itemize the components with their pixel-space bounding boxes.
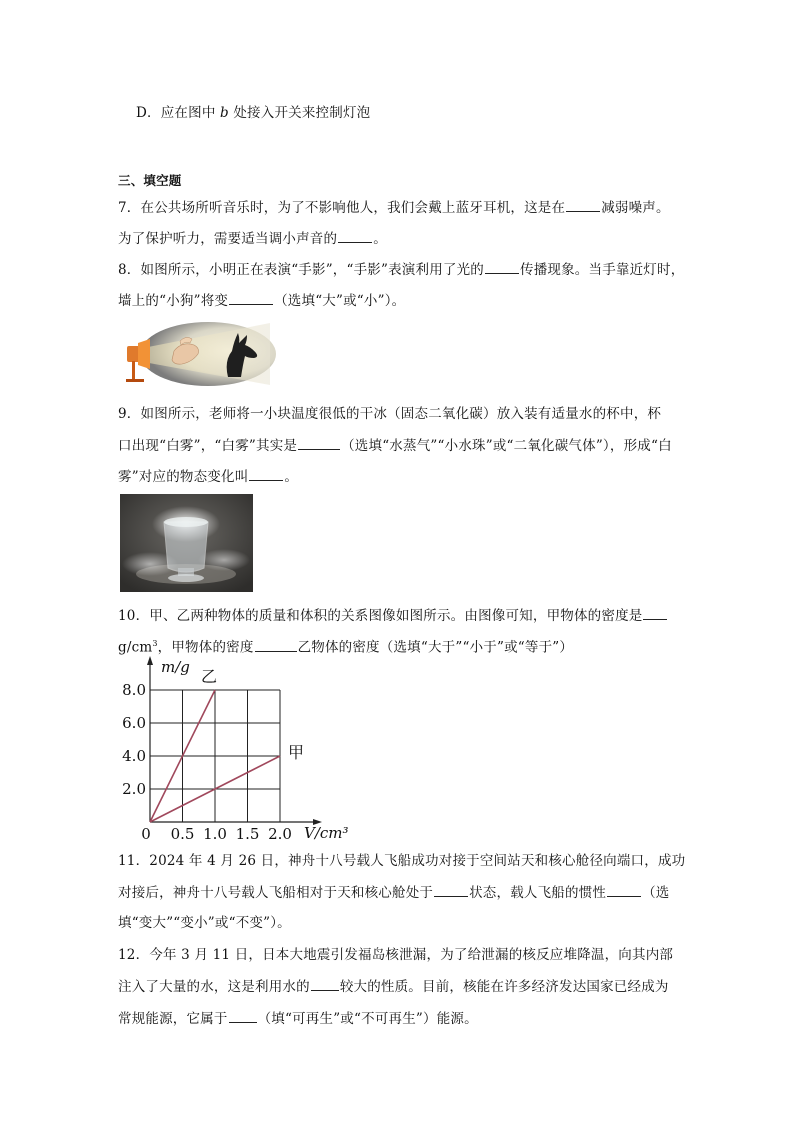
q10-blank-1[interactable] — [643, 605, 667, 620]
q7-text-a: 7．在公共场所听音乐时，为了不影响他人，我们会戴上蓝牙耳机，这是在 — [118, 200, 566, 216]
q9-blank-1[interactable] — [298, 435, 340, 450]
q7-blank-2[interactable] — [338, 228, 372, 243]
q11-line1: 11．2024 年 4 月 26 日，神舟十八号载人飞船成功对接于空间站天和核心舱径向端口，成功 — [118, 853, 686, 869]
q10-blank-2[interactable] — [255, 637, 297, 652]
hand-shadow-image — [120, 321, 276, 387]
q7-text-c: 为了保护听力，需要适当调小声音的 — [118, 231, 338, 247]
option-d — [136, 103, 370, 123]
q10-unit: g/cm — [118, 639, 153, 656]
y-tick-label: 6.0 — [122, 714, 146, 732]
hand-shadow-illustration — [120, 321, 276, 387]
q9-text-d: 。 — [284, 469, 299, 485]
q8-blank-1[interactable] — [485, 259, 519, 274]
q11-blank-2[interactable] — [607, 882, 641, 897]
y-tick-label: 2.0 — [122, 780, 146, 798]
q9-text-b: （选填“水蒸气”“小水珠”或“二氧化碳气体”），形成“白 — [341, 438, 672, 454]
q9-line1: 9．如图所示，老师将一小块温度很低的干冰（固态二氧化碳）放入装有适量水的杯中，杯 — [118, 406, 662, 422]
q7-line1 — [118, 197, 670, 218]
q7-text-b: 减弱噪声。 — [601, 200, 670, 216]
series-label-1: 乙 — [200, 667, 218, 686]
q12-text-a: 注入了大量的水，这是利用水的 — [118, 979, 310, 995]
q12-blank-2[interactable] — [229, 1008, 257, 1023]
q9-blank-2[interactable] — [249, 466, 283, 481]
q12-line3 — [118, 1008, 478, 1029]
y-axis-arrow — [147, 656, 153, 665]
option-d-suffix: 处接入开关来控制灯泡 — [228, 105, 371, 121]
q8-text-a: 8．如图所示，小明正在表演“手影”，“手影”表演利用了光的 — [118, 262, 484, 278]
q7-line2 — [118, 228, 387, 249]
q8-text-d: （选填“大”或“小”）。 — [274, 293, 406, 309]
q11-blank-1[interactable] — [434, 882, 468, 897]
y-tick-label: 4.0 — [122, 747, 146, 765]
q11-line3: 填“变大”“变小”或“不变”）。 — [118, 915, 291, 931]
q10-line2 — [118, 634, 573, 658]
q10-text-b: ，甲物体的密度 — [157, 639, 254, 656]
q8-line2 — [118, 290, 405, 311]
q9-line3 — [118, 466, 298, 487]
dry-ice-illustration — [120, 494, 253, 592]
x-tick-label: 2.0 — [268, 825, 292, 843]
x-tick-label: 1.5 — [235, 825, 260, 843]
q9-text-a: 口出现“白雾”，“白雾”其实是 — [118, 438, 298, 454]
q8-text-c: 墙上的“小狗”将变 — [118, 293, 229, 309]
q8-blank-2[interactable] — [229, 290, 273, 305]
q8-line1 — [118, 259, 684, 280]
q11-text-b: 状态，载人飞船的惯性 — [469, 885, 607, 901]
q9-text-c: 雾”对应的物态变化叫 — [118, 469, 249, 485]
mass-volume-chart — [112, 656, 362, 844]
q7-blank-1[interactable] — [566, 197, 600, 212]
q9-line2 — [118, 435, 672, 456]
q10-text-c: 乙物体的密度（选填“大于”“小于”或“等于”） — [297, 639, 574, 656]
dry-ice-photo — [120, 494, 253, 592]
q11-line2 — [118, 882, 670, 903]
q11-text-a: 对接后，神舟十八号载人飞船相对于天和核心舱处于 — [118, 885, 434, 901]
y-tick-label: 8.0 — [122, 681, 146, 699]
q12-blank-1[interactable] — [311, 976, 339, 991]
q10-unit-exp: 3 — [152, 639, 158, 648]
q12-line1: 12．今年 3 月 11 日，日本大地震引发福岛核泄漏，为了给泄漏的核反应堆降温，向其内部 — [118, 947, 674, 963]
x-tick-label: 0.5 — [170, 825, 195, 843]
y-axis-label: m/g — [161, 658, 190, 676]
series-label-2: 甲 — [288, 743, 305, 762]
x-axis-label: V/cm³ — [304, 824, 349, 842]
q7-text-d: 。 — [373, 231, 387, 247]
q8-text-b: 传播现象。当手靠近灯时， — [520, 262, 685, 278]
q11-text-c: （选 — [642, 885, 670, 901]
option-d-var: b — [220, 105, 229, 121]
q12-line2 — [118, 976, 669, 997]
q10-line1 — [118, 605, 668, 626]
q10-text-a: 10．甲、乙两种物体的质量和体积的关系图像如图所示。由图像可知，甲物体的密度是 — [118, 608, 643, 624]
q12-text-b: 较大的性质。目前，核能在许多经济发达国家已经成为 — [339, 979, 669, 995]
section-title: 三、填空题 — [118, 173, 182, 188]
q12-text-d: （填“可再生”或“不可再生”）能源。 — [257, 1011, 478, 1027]
x-tick-label: 0 — [141, 825, 151, 843]
option-d-prefix: D．应在图中 — [136, 105, 221, 121]
q12-text-c: 常规能源，它属于 — [118, 1011, 228, 1027]
x-tick-label: 1.0 — [203, 825, 227, 843]
